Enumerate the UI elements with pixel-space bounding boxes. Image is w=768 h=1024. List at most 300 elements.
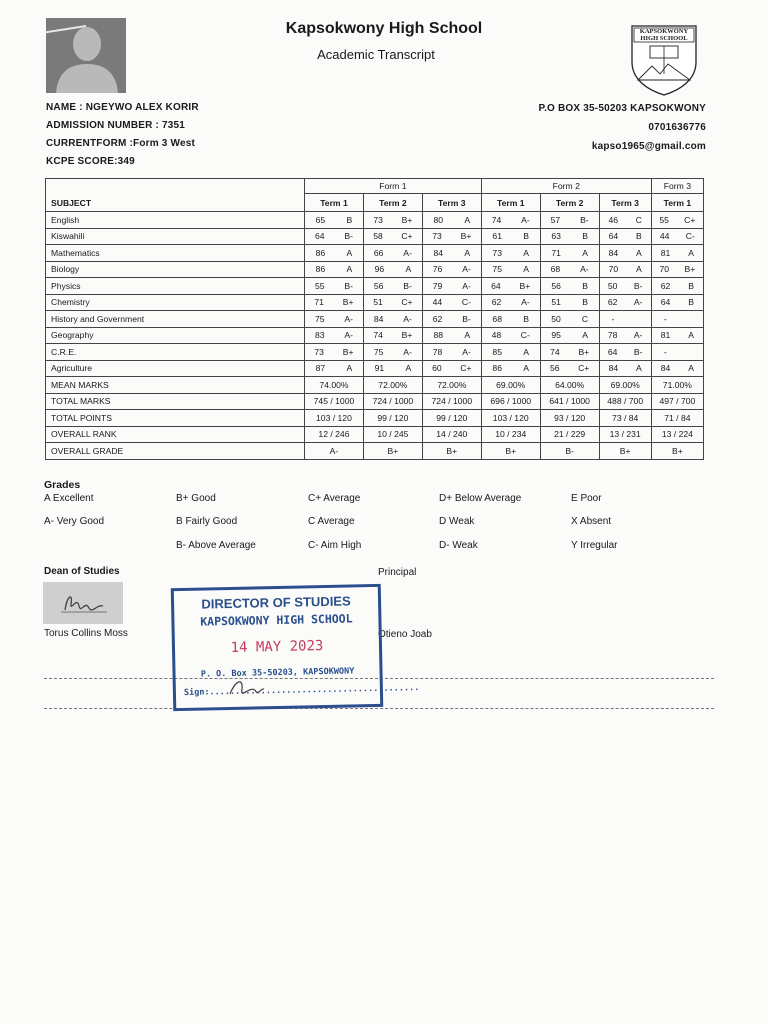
score-cell xyxy=(481,311,540,328)
summary-cell: 64.00% xyxy=(540,377,599,394)
summary-cell: 497 / 700 xyxy=(651,393,703,410)
term-header: Term 3 xyxy=(422,194,481,212)
summary-cell: 103 / 120 xyxy=(305,410,364,427)
score-mark: 91 xyxy=(374,363,385,374)
score-grade: A xyxy=(346,264,353,275)
score-grade: A xyxy=(636,363,642,374)
summary-cell: B+ xyxy=(481,443,540,460)
score-grade: A- xyxy=(403,346,412,357)
score-cell xyxy=(540,261,599,278)
score-cell xyxy=(422,327,481,344)
school-email: kapso1965@gmail.com xyxy=(591,141,706,152)
score-cell xyxy=(651,294,703,311)
score-grade: C+ xyxy=(578,363,590,374)
score-cell xyxy=(651,228,703,245)
score-cell xyxy=(305,294,364,311)
score-mark: 61 xyxy=(492,231,502,242)
score-mark: 64 xyxy=(608,231,619,242)
score-cell xyxy=(422,294,481,311)
score-cell xyxy=(422,278,481,295)
subject-name: Chemistry xyxy=(46,294,305,311)
score-grade: B xyxy=(688,297,695,308)
score-cell xyxy=(540,212,599,229)
score-cell xyxy=(481,261,540,278)
score-mark: 68 xyxy=(550,264,561,275)
subject-name: Agriculture xyxy=(46,360,305,377)
score-cell xyxy=(599,294,651,311)
score-grade: A xyxy=(582,247,588,258)
grade-legend-item: C+ Average xyxy=(308,493,361,504)
score-mark: 62 xyxy=(607,297,618,308)
score-cell xyxy=(305,327,364,344)
score-mark: 74 xyxy=(491,214,502,225)
score-grade: B- xyxy=(580,214,589,225)
term-header: Term 1 xyxy=(651,194,703,212)
grade-legend-item: D- Weak xyxy=(439,540,478,551)
summary-cell: 21 / 229 xyxy=(540,426,599,443)
subject-row xyxy=(46,344,704,361)
principal-label: Principal xyxy=(378,567,417,578)
score-grade: B- xyxy=(633,280,643,291)
term-header: Term 2 xyxy=(363,194,422,212)
student-info xyxy=(46,99,199,171)
score-cell xyxy=(540,360,599,377)
score-grade: B xyxy=(582,280,588,291)
summary-cell: 69.00% xyxy=(599,377,651,394)
score-mark: 84 xyxy=(608,247,619,258)
score-cell xyxy=(540,327,599,344)
score-grade: B+ xyxy=(578,346,590,357)
subject-row xyxy=(46,360,704,377)
score-grade: B+ xyxy=(401,330,413,341)
score-mark: 73 xyxy=(432,231,442,242)
score-cell xyxy=(363,360,422,377)
score-mark: 75 xyxy=(314,313,325,324)
score-mark: 95 xyxy=(551,330,561,341)
score-cell xyxy=(599,327,651,344)
score-cell xyxy=(651,327,703,344)
score-grade: B xyxy=(582,231,588,242)
score-cell xyxy=(481,327,540,344)
score-mark: 73 xyxy=(492,247,502,258)
score-mark: 71 xyxy=(314,297,324,308)
score-grade: A xyxy=(688,363,695,374)
score-cell xyxy=(481,212,540,229)
score-grade: B- xyxy=(462,313,471,324)
subject-row xyxy=(46,245,704,262)
score-cell xyxy=(422,360,481,377)
grade-legend-item: B- Above Average xyxy=(176,540,256,551)
dean-signature-image xyxy=(43,582,123,624)
score-grade: A- xyxy=(633,330,643,341)
transcript-table xyxy=(45,178,704,460)
score-cell xyxy=(540,294,599,311)
summary-label: OVERALL RANK xyxy=(46,426,305,443)
score-grade: B xyxy=(688,280,695,291)
score-mark: 50 xyxy=(607,280,618,291)
stamp-title: DIRECTOR OF STUDIES xyxy=(201,593,351,612)
score-grade: A xyxy=(405,363,412,374)
current-form: CURRENTFORM :Form 3 West xyxy=(46,138,196,149)
score-cell xyxy=(540,278,599,295)
summary-cell: B+ xyxy=(363,443,422,460)
score-grade: B xyxy=(636,231,642,242)
grade-legend-item: C- Aim High xyxy=(308,540,362,551)
score-cell xyxy=(422,228,481,245)
score-mark: 83 xyxy=(314,330,325,341)
score-cell xyxy=(422,311,481,328)
score-mark: 86 xyxy=(492,363,502,374)
summary-row xyxy=(46,377,704,394)
subject-row xyxy=(46,261,704,278)
score-cell xyxy=(481,294,540,311)
score-cell xyxy=(305,344,364,361)
score-mark: 75 xyxy=(492,264,502,275)
score-grade: B- xyxy=(344,231,353,242)
score-grade: A- xyxy=(403,313,412,324)
summary-cell: 13 / 231 xyxy=(599,426,651,443)
score-mark: 78 xyxy=(432,346,443,357)
score-cell xyxy=(599,311,651,328)
score-mark: 55 xyxy=(314,280,325,291)
score-cell xyxy=(481,344,540,361)
summary-cell: 696 / 1000 xyxy=(481,393,540,410)
summary-cell: B+ xyxy=(599,443,651,460)
grade-legend-item: Y Irregular xyxy=(571,540,618,551)
score-mark: 84 xyxy=(433,247,444,258)
summary-label: OVERALL GRADE xyxy=(46,443,305,460)
summary-cell: 745 / 1000 xyxy=(305,393,364,410)
score-mark: 44 xyxy=(659,231,670,242)
score-mark: 57 xyxy=(550,214,561,225)
summary-label: MEAN MARKS xyxy=(46,377,305,394)
score-grade: A xyxy=(464,214,471,225)
term-header: Term 3 xyxy=(599,194,651,212)
grade-legend-item: X Absent xyxy=(571,516,612,527)
score-grade: A- xyxy=(462,346,471,357)
score-mark: 51 xyxy=(373,297,383,308)
score-mark: 64 xyxy=(607,346,618,357)
score-cell xyxy=(651,245,703,262)
score-mark: 73 xyxy=(373,214,383,225)
summary-cell: 724 / 1000 xyxy=(422,393,481,410)
summary-cell: A- xyxy=(305,443,364,460)
score-mark: 84 xyxy=(373,313,384,324)
score-grade: A xyxy=(636,247,642,258)
score-mark: 86 xyxy=(315,264,326,275)
stamp-date: 14 MAY 2023 xyxy=(230,638,324,656)
score-cell xyxy=(599,212,651,229)
score-grade: A xyxy=(405,264,412,275)
score-mark: 73 xyxy=(314,346,324,357)
school-contact xyxy=(539,99,707,156)
score-mark: 62 xyxy=(432,313,443,324)
score-cell xyxy=(363,228,422,245)
score-grade: B xyxy=(582,297,588,308)
subject-row xyxy=(46,311,704,328)
summary-cell: 12 / 246 xyxy=(305,426,364,443)
document-title: Academic Transcript xyxy=(317,47,435,62)
summary-cell: 103 / 120 xyxy=(481,410,540,427)
score-cell xyxy=(540,228,599,245)
score-grade: B- xyxy=(633,346,643,357)
score-mark: 62 xyxy=(491,297,502,308)
score-grade: A- xyxy=(462,264,471,275)
score-mark: - xyxy=(611,313,615,324)
student-name: NAME : NGEYWO ALEX KORIR xyxy=(46,102,199,113)
summary-row xyxy=(46,393,704,410)
score-mark: 51 xyxy=(551,297,561,308)
score-cell xyxy=(363,278,422,295)
score-grade: A- xyxy=(521,214,530,225)
score-mark: 44 xyxy=(432,297,443,308)
score-grade: A- xyxy=(521,297,530,308)
kcpe-score: KCPE SCORE:349 xyxy=(46,156,135,167)
score-mark: 56 xyxy=(551,280,561,291)
score-grade: C+ xyxy=(401,231,413,242)
score-mark: 84 xyxy=(660,363,671,374)
summary-cell: 72.00% xyxy=(422,377,481,394)
score-mark: 65 xyxy=(315,214,326,225)
score-mark: 64 xyxy=(660,297,671,308)
score-cell xyxy=(422,245,481,262)
summary-cell: B- xyxy=(540,443,599,460)
summary-row xyxy=(46,426,704,443)
score-cell xyxy=(599,360,651,377)
school-phone: 0701636776 xyxy=(648,122,706,133)
score-mark: 76 xyxy=(432,264,443,275)
signature-line xyxy=(44,708,714,709)
summary-cell: 641 / 1000 xyxy=(540,393,599,410)
score-cell xyxy=(363,327,422,344)
score-cell xyxy=(651,278,703,295)
score-mark: 60 xyxy=(432,363,442,374)
score-grade: C+ xyxy=(460,363,472,374)
score-cell xyxy=(651,311,703,328)
score-cell xyxy=(305,212,364,229)
score-grade: C- xyxy=(461,297,471,308)
summary-cell: 93 / 120 xyxy=(540,410,599,427)
summary-row xyxy=(46,443,704,460)
summary-cell: 13 / 224 xyxy=(651,426,703,443)
score-mark: 68 xyxy=(492,313,502,324)
stamp-sign: Sign:......................................... xyxy=(183,683,420,698)
subject-row xyxy=(46,327,704,344)
term-header: Term 1 xyxy=(481,194,540,212)
score-mark: 74 xyxy=(373,330,383,341)
subject-name: Biology xyxy=(46,261,305,278)
subject-name: C.R.E. xyxy=(46,344,305,361)
score-mark: 81 xyxy=(660,247,671,258)
score-grade: A xyxy=(523,247,530,258)
summary-cell: 488 / 700 xyxy=(599,393,651,410)
school-logo xyxy=(624,22,704,97)
score-cell xyxy=(540,311,599,328)
score-grade: A xyxy=(464,247,471,258)
form-2-header: Form 2 xyxy=(481,179,651,194)
score-grade: C+ xyxy=(401,297,413,308)
score-mark: 75 xyxy=(373,346,384,357)
score-cell xyxy=(363,212,422,229)
summary-cell: 10 / 234 xyxy=(481,426,540,443)
score-grade: B xyxy=(523,313,530,324)
score-mark: 74 xyxy=(550,346,560,357)
score-mark: 96 xyxy=(374,264,385,275)
score-mark: 84 xyxy=(608,363,619,374)
grade-legend-item: D+ Below Average xyxy=(439,493,522,504)
score-mark: 63 xyxy=(551,231,561,242)
score-cell xyxy=(599,228,651,245)
term-header: Term 2 xyxy=(540,194,599,212)
grades-title: Grades xyxy=(44,479,81,491)
grade-legend-item: B Fairly Good xyxy=(176,516,238,527)
score-cell xyxy=(481,278,540,295)
score-cell xyxy=(305,311,364,328)
dean-name: Torus Collins Moss xyxy=(44,628,128,639)
summary-cell: B+ xyxy=(422,443,481,460)
score-cell xyxy=(481,228,540,245)
subject-row xyxy=(46,278,704,295)
score-cell xyxy=(599,261,651,278)
form-header-row xyxy=(46,179,704,194)
score-cell xyxy=(540,344,599,361)
term-header: Term 1 xyxy=(305,194,364,212)
score-cell xyxy=(651,360,703,377)
subject-row xyxy=(46,228,704,245)
form-1-header: Form 1 xyxy=(305,179,482,194)
school-address: P.O BOX 35-50203 KAPSOKWONY xyxy=(538,103,706,114)
summary-cell: 99 / 120 xyxy=(363,410,422,427)
score-cell xyxy=(363,294,422,311)
subject-name: History and Government xyxy=(46,311,305,328)
grade-legend-item: A Excellent xyxy=(44,493,94,504)
score-grade: A- xyxy=(344,313,353,324)
summary-cell: 71.00% xyxy=(651,377,703,394)
score-cell xyxy=(599,344,651,361)
stamp-signature-scribble xyxy=(226,675,267,702)
score-grade: B+ xyxy=(401,214,413,225)
subject-header: SUBJECT xyxy=(46,179,305,212)
grade-legend-item: B+ Good xyxy=(176,493,216,504)
score-grade: A- xyxy=(633,297,643,308)
score-mark: 50 xyxy=(551,313,561,324)
score-grade: C- xyxy=(520,330,530,341)
score-grade: A xyxy=(523,346,530,357)
score-mark: 64 xyxy=(314,231,325,242)
stamp-school: KAPSOKWONY HIGH SCHOOL xyxy=(200,611,353,629)
subject-name: Physics xyxy=(46,278,305,295)
score-cell xyxy=(363,245,422,262)
score-grade: B xyxy=(523,231,530,242)
score-cell xyxy=(599,245,651,262)
score-cell xyxy=(422,261,481,278)
score-mark: 85 xyxy=(492,346,502,357)
score-cell xyxy=(481,245,540,262)
score-mark: - xyxy=(663,313,667,324)
summary-cell: 99 / 120 xyxy=(422,410,481,427)
score-mark: 56 xyxy=(373,280,384,291)
score-grade: A xyxy=(523,264,530,275)
grade-legend-item: D Weak xyxy=(439,516,475,527)
score-mark: 58 xyxy=(373,231,383,242)
grade-legend-item: C Average xyxy=(308,516,355,527)
score-mark: 48 xyxy=(491,330,502,341)
score-cell xyxy=(305,261,364,278)
score-grade: A xyxy=(582,330,588,341)
score-mark: 62 xyxy=(660,280,671,291)
score-grade: A- xyxy=(403,247,412,258)
score-cell xyxy=(422,212,481,229)
score-grade: C xyxy=(635,214,642,225)
score-mark: - xyxy=(663,346,667,357)
summary-cell: 724 / 1000 xyxy=(363,393,422,410)
score-grade: C xyxy=(581,313,589,324)
score-grade: A xyxy=(464,330,471,341)
score-grade: B xyxy=(346,214,353,225)
score-mark: 70 xyxy=(659,264,670,275)
score-cell xyxy=(363,311,422,328)
score-cell xyxy=(305,228,364,245)
score-grade: A xyxy=(636,264,642,275)
subject-name: Kiswahili xyxy=(46,228,305,245)
score-grade: A- xyxy=(580,264,589,275)
score-grade: B+ xyxy=(342,297,354,308)
score-cell xyxy=(363,344,422,361)
school-name: Kapsokwony High School xyxy=(285,20,483,37)
summary-label: TOTAL POINTS xyxy=(46,410,305,427)
score-cell xyxy=(363,261,422,278)
score-cell xyxy=(651,261,703,278)
score-cell xyxy=(305,360,364,377)
admission-number: ADMISSION NUMBER : 7351 xyxy=(46,120,186,131)
score-cell xyxy=(540,245,599,262)
summary-cell: 74.00% xyxy=(305,377,364,394)
score-grade: B+ xyxy=(519,280,531,291)
score-grade: A- xyxy=(462,280,471,291)
grade-legend-item: A- Very Good xyxy=(44,516,105,527)
score-cell xyxy=(651,344,703,361)
score-cell xyxy=(651,212,703,229)
logo-text: KAPSOKWONY HIGH SCHOOL xyxy=(639,28,689,42)
subject-row xyxy=(46,212,704,229)
dean-label: Dean of Studies xyxy=(44,566,120,577)
summary-label: TOTAL MARKS xyxy=(46,393,305,410)
score-mark: 79 xyxy=(432,280,443,291)
score-mark: 71 xyxy=(551,247,561,258)
score-mark: 70 xyxy=(608,264,619,275)
score-grade: C- xyxy=(685,231,695,242)
score-cell xyxy=(305,245,364,262)
score-grade: B- xyxy=(344,280,353,291)
score-mark: 81 xyxy=(660,330,671,341)
summary-cell: B+ xyxy=(651,443,703,460)
principal-name: Otieno Joab xyxy=(378,629,432,640)
grade-legend-item: E Poor xyxy=(571,493,602,504)
summary-cell: 72.00% xyxy=(363,377,422,394)
form-3-header: Form 3 xyxy=(651,179,703,194)
summary-cell: 10 / 245 xyxy=(363,426,422,443)
subject-row xyxy=(46,294,704,311)
score-mark: 78 xyxy=(607,330,618,341)
score-grade: B- xyxy=(403,280,412,291)
score-grade: B+ xyxy=(460,231,472,242)
summary-cell: 73 / 84 xyxy=(599,410,651,427)
summary-cell: 69.00% xyxy=(481,377,540,394)
score-mark: 55 xyxy=(659,214,669,225)
subject-name: Mathematics xyxy=(46,245,305,262)
score-mark: 86 xyxy=(315,247,326,258)
score-grade: B+ xyxy=(342,346,354,357)
